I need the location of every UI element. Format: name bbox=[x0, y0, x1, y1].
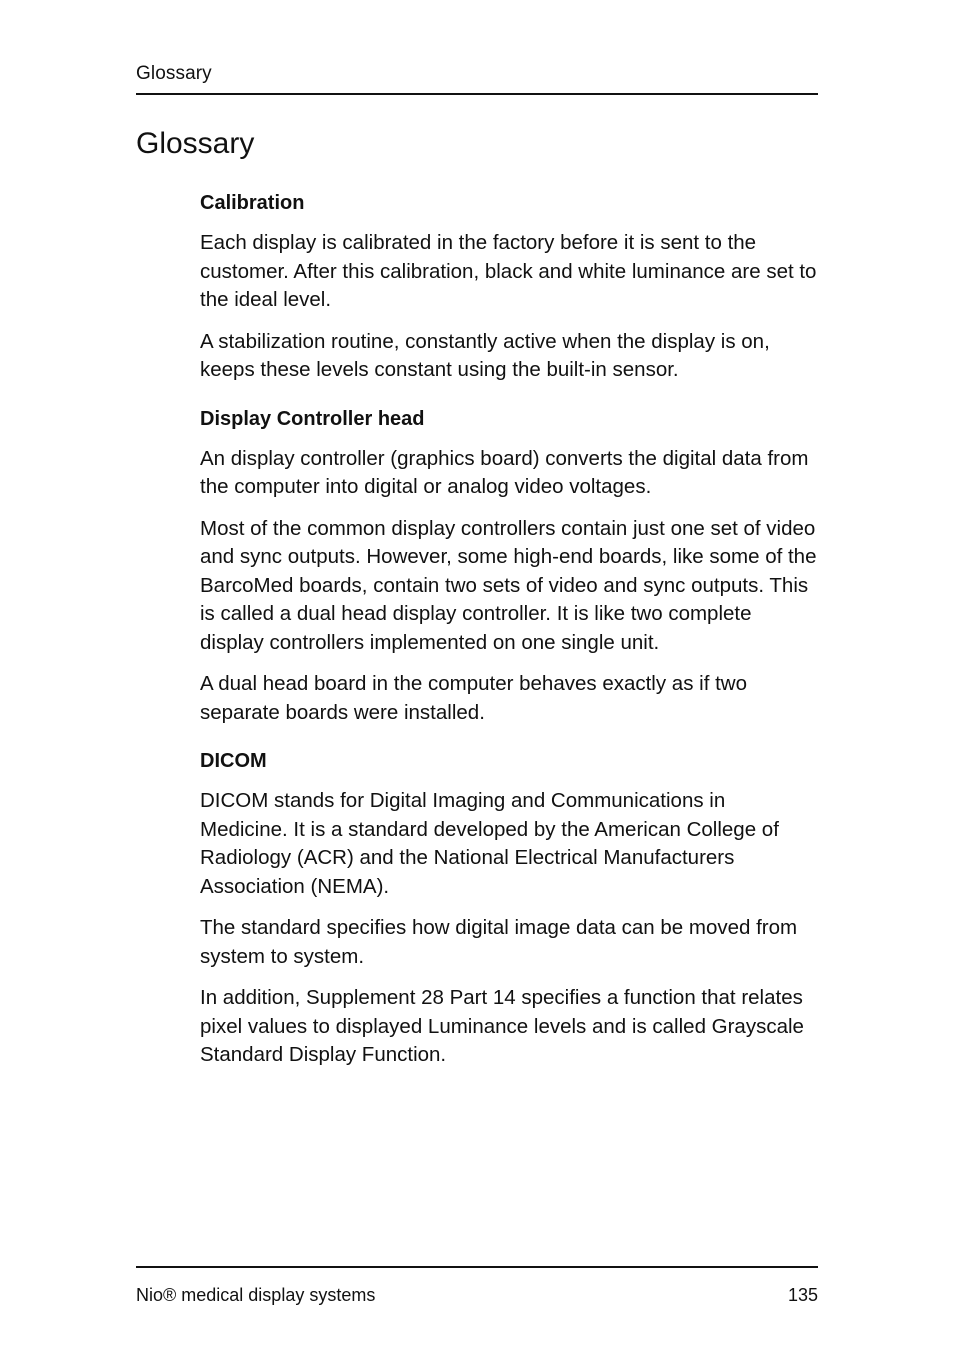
glossary-definition: Most of the common display controllers contain just one set of video and sync outputs. However, some high-end boards, like some of the BarcoMed boards, contain two sets of video and sync outputs. This is called a dual head display controller. It is like two complete display controllers implemented on one single unit. bbox=[200, 516, 817, 654]
glossary-term-dicom: DICOM bbox=[200, 750, 267, 772]
glossary-term-display-controller-head: Display Controller head bbox=[200, 407, 425, 430]
glossary-definition: In addition, Supplement 28 Part 14 specifies a function that relates pixel values to displayed Luminance levels and is called Grayscale Standard Display Function. bbox=[200, 986, 804, 1066]
glossary-definition: The standard specifies how digital image data can be moved from system to system. bbox=[200, 916, 798, 968]
page-title: Glossary bbox=[136, 127, 255, 160]
glossary-definition: A stabilization routine, constantly active when the display is on, keeps these levels constant using the built-in sensor. bbox=[200, 329, 770, 381]
page-number: 135 bbox=[787, 1285, 818, 1305]
header-rule bbox=[136, 93, 818, 95]
glossary-definition: Each display is calibrated in the factory before it is sent to the customer. After this calibration, black and white luminance are set to the ideal level. bbox=[200, 231, 817, 311]
footer-rule bbox=[136, 1266, 818, 1268]
glossary-definition: DICOM stands for Digital Imaging and Communications in Medicine. It is a standard developed by the American College of Radiology (ACR) and the National Electrical Manufacturers Association (NEMA). bbox=[200, 789, 779, 898]
glossary-term-calibration: Calibration bbox=[200, 192, 305, 214]
glossary-content bbox=[200, 188, 818, 1070]
glossary-definition: A dual head board in the computer behaves exactly as if two separate boards were installed. bbox=[200, 672, 748, 724]
running-header: Glossary bbox=[136, 63, 212, 84]
glossary-definition: An display controller (graphics board) converts the digital data from the computer into digital or analog video voltages. bbox=[200, 446, 809, 498]
footer-product-name: Nio® medical display systems bbox=[136, 1285, 376, 1305]
